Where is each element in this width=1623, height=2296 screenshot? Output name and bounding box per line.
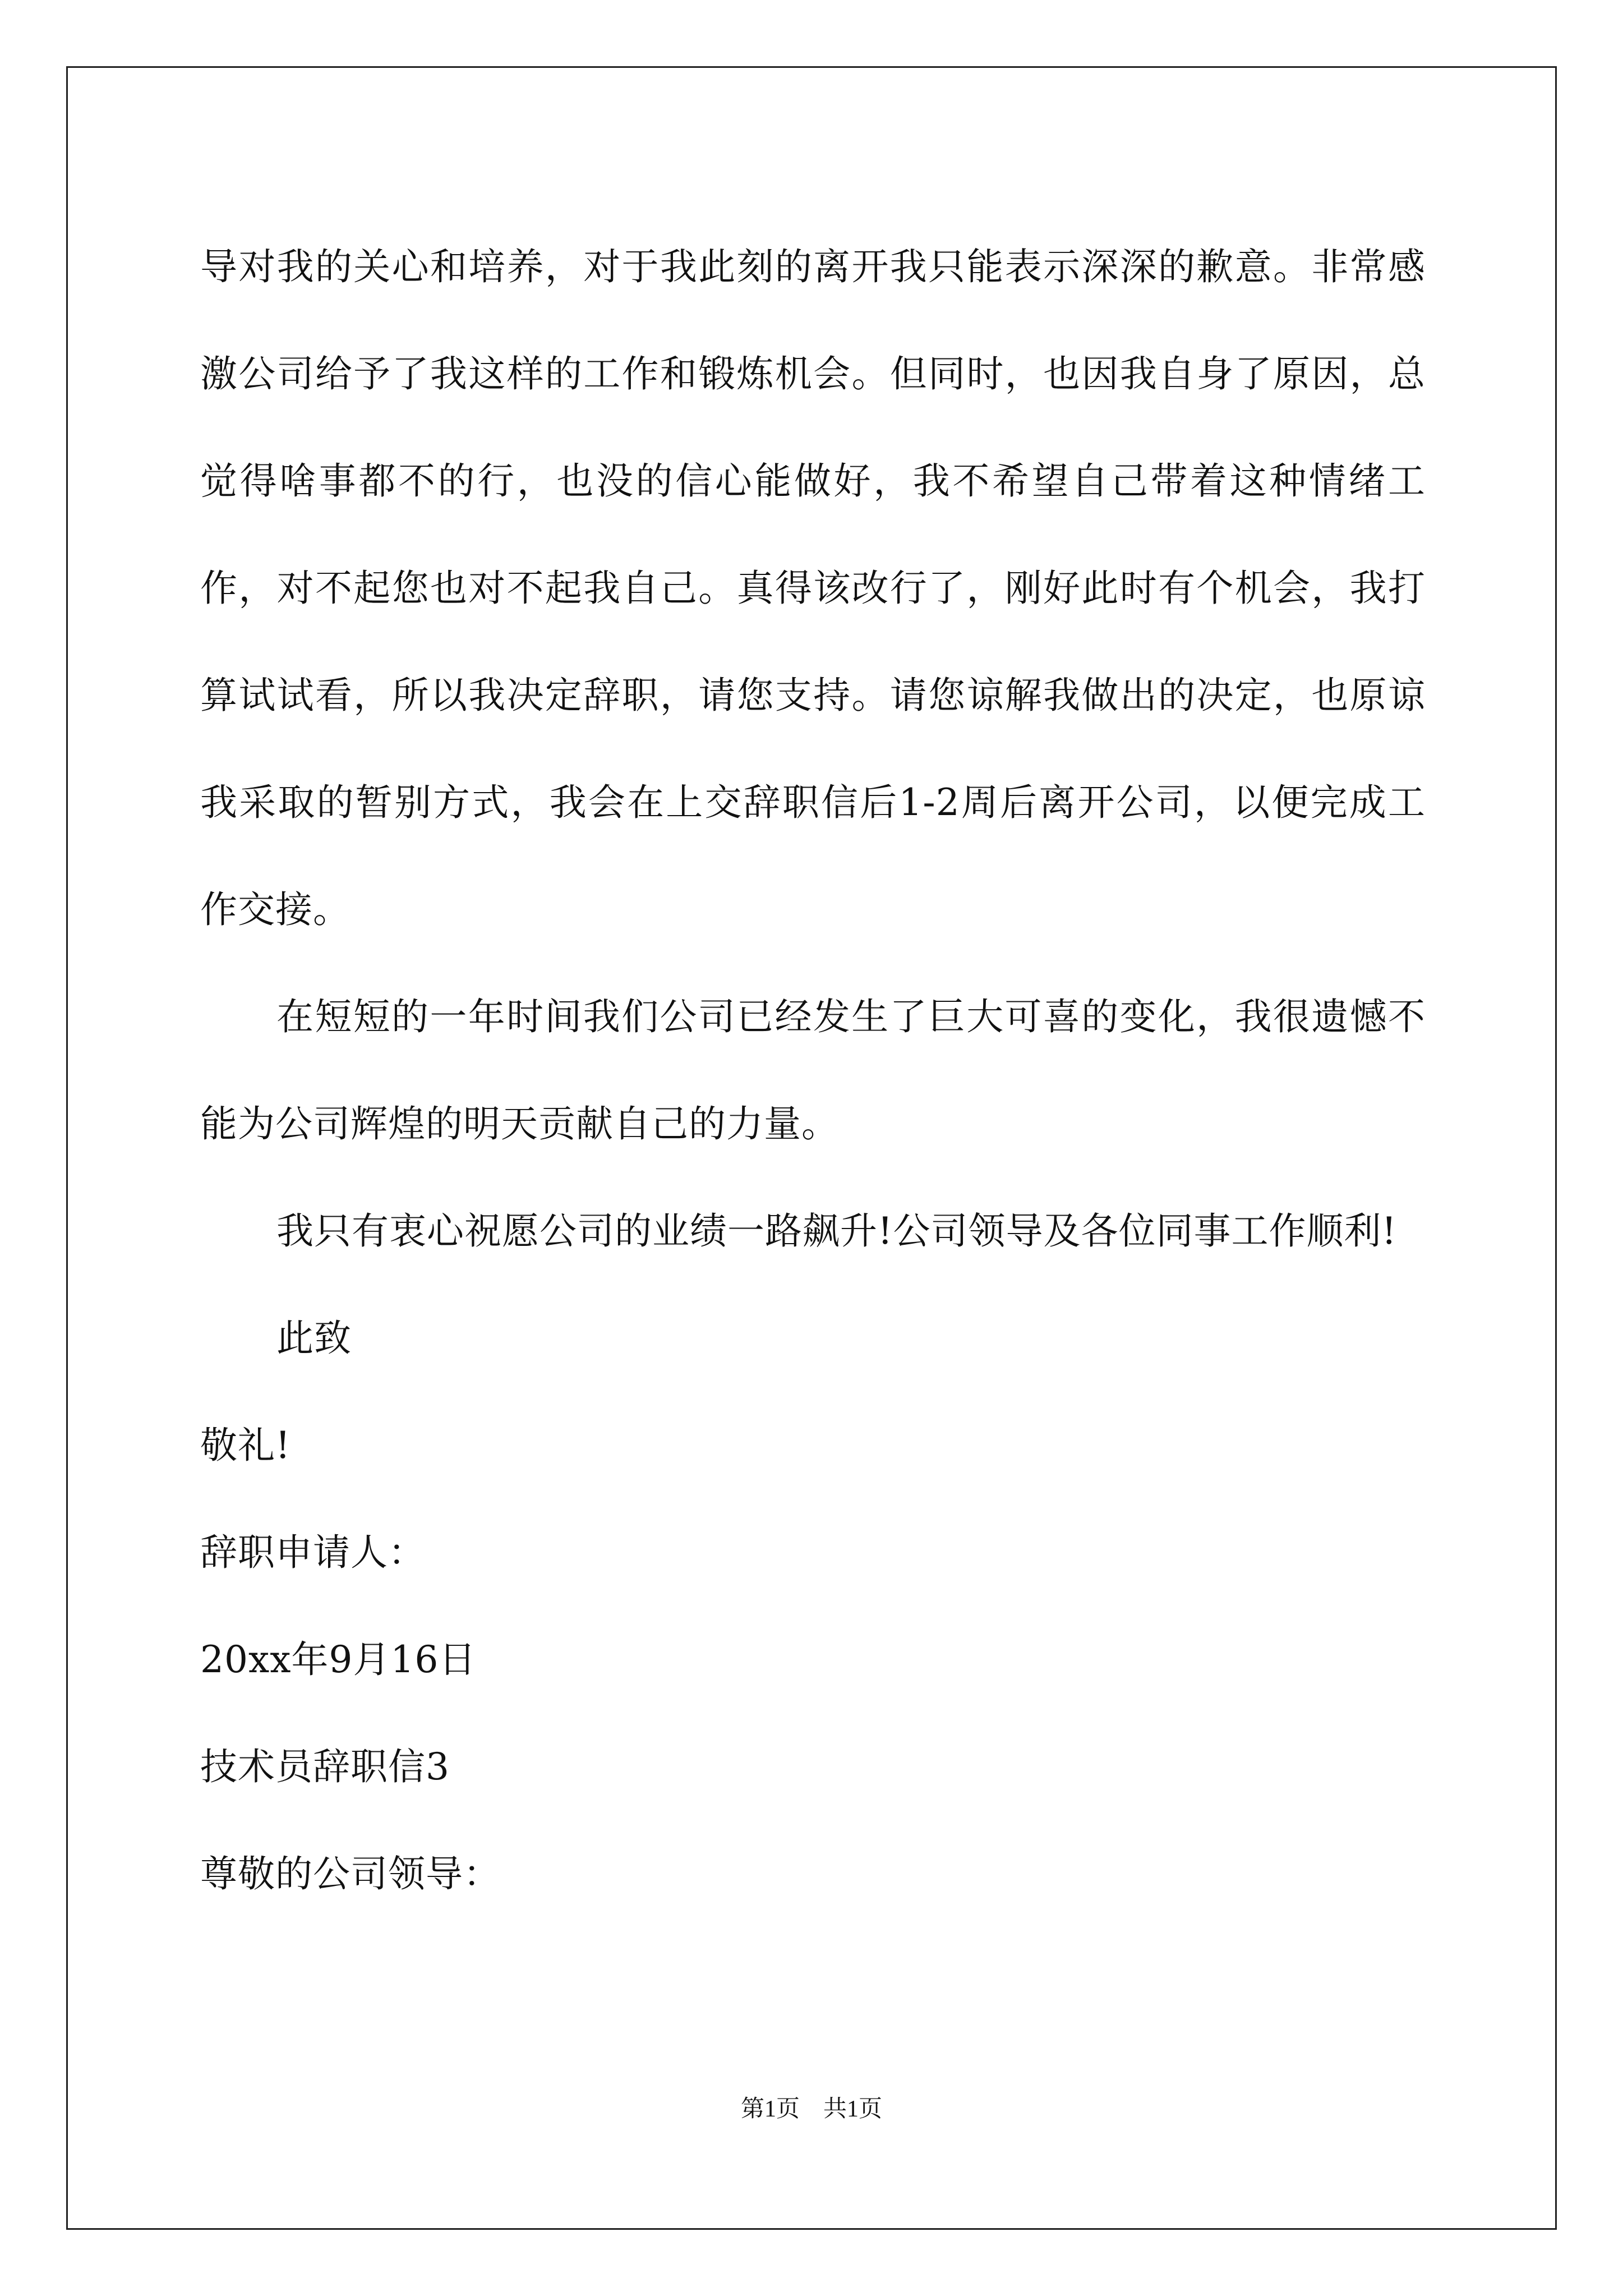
paragraph-wishes: 我只有衷心祝愿公司的业绩一路飙升!公司领导及各位同事工作顺利! [276,1209,1398,1253]
section-title: 技术员辞职信3 [200,1745,450,1788]
document-body [200,213,1426,1927]
applicant-label: 辞职申请人： [200,1531,426,1574]
paragraph-company-change: 在短短的一年时间我们公司已经发生了巨大可喜的变化，我很遗憾不能为公司辉煌的明天贡献自己的力量。 [200,995,1426,1145]
page-footer: 第1页 共1页 [740,2096,882,2122]
closing-salutation: 此致 [276,1317,352,1360]
paragraph-continuation: 导对我的关心和培养，对于我此刻的离开我只能表示深深的歉意。非常感激公司给予了我这样的工作和锻炼机会。但同时，也因我自身了原因，总觉得啥事都不的行，也没的信心能做好，我不希望自己带着这种情绪工作，对不起您也对不起我自己。真得该改行了，刚好此时有个机会，我打算试试看，所以我决定辞职，请您支持。请您谅解我做出的决定，也原谅我采取的暂别方式，我会在上交辞职信后1-2周后离开公司，以便完成工作交接。 [200,245,1426,931]
letter-greeting: 尊敬的公司领导： [200,1852,501,1895]
closing-regards: 敬礼! [200,1424,291,1467]
letter-date: 20xx年9月16日 [200,1638,477,1681]
